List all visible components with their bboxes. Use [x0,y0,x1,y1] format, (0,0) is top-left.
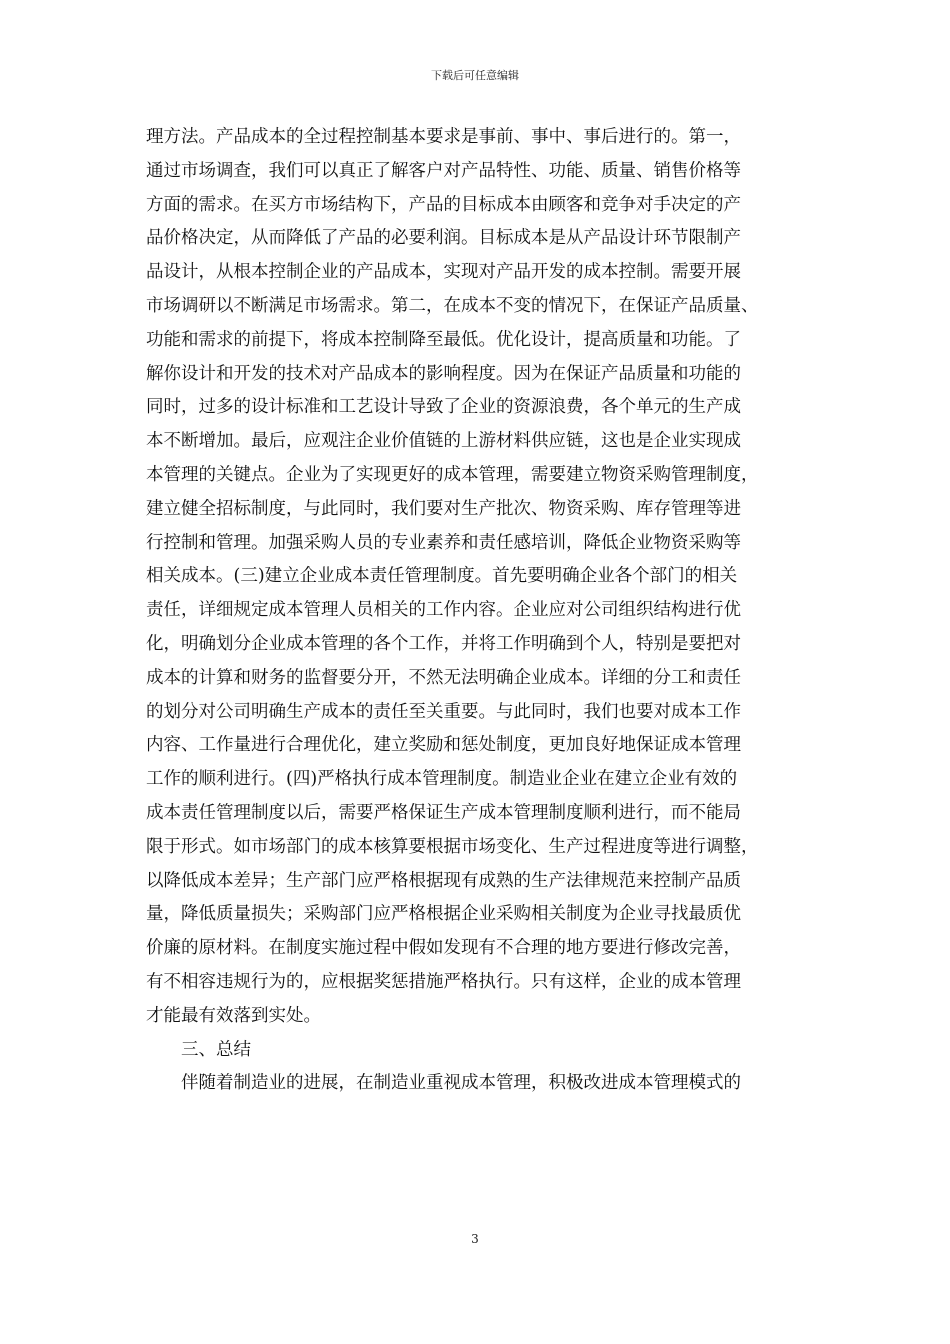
text-line: 方面的需求。在买方市场结构下，产品的目标成本由顾客和竞争对手决定的产 [146,194,741,215]
page-header: 下载后可任意编辑 [431,69,519,82]
text-line: 才能最有效落到实处。 [146,1005,321,1026]
text-line: 量，降低质量损失；采购部门应严格根据企业采购相关制度为企业寻找最质优 [146,904,741,925]
text-line: 本不断增加。最后，应观注企业价值链的上游材料供应链，这也是企业实现成 [146,431,741,452]
body-text [146,121,811,1101]
text-line: 通过市场调查，我们可以真正了解客户对产品特性、功能、质量、销售价格等 [146,160,741,181]
text-line: 功能和需求的前提下，将成本控制降至最低。优化设计，提高质量和功能。了 [146,329,741,350]
section-heading: 三、总结 [181,1039,251,1060]
text-line: 品价格决定，从而降低了产品的必要利润。目标成本是从产品设计环节限制产 [146,228,741,249]
text-line: 化，明确划分企业成本管理的各个工作，并将工作明确到个人，特别是要把对 [146,633,741,654]
text-line: 限于形式。如市场部门的成本核算要根据市场变化、生产过程进度等进行调整， [146,836,759,857]
text-line: 理方法。产品成本的全过程控制基本要求是事前、事中、事后进行的。第一， [146,127,741,147]
text-line: 品设计，从根本控制企业的产品成本，实现对产品开发的成本控制。需要开展 [146,262,741,283]
page-number: 3 [471,1232,479,1246]
text-line: 解你设计和开发的技术对产品成本的影响程度。因为在保证产品质量和功能的 [146,363,741,384]
text-line: 建立健全招标制度，与此同时，我们要对生产批次、物资采购、库存管理等进 [146,498,741,519]
text-line: 工作的顺利进行。(四)严格执行成本管理制度。制造业企业在建立企业有效的 [146,769,738,790]
text-line: 内容、工作量进行合理优化，建立奖励和惩处制度，更加良好地保证成本管理 [146,735,741,756]
text-line: 责任，详细规定成本管理人员相关的工作内容。企业应对公司组织结构进行优 [146,600,741,621]
paragraph-first-line: 伴随着制造业的进展，在制造业重视成本管理，积极改进成本管理模式的 [181,1073,741,1094]
text-line: 的划分对公司明确生产成本的责任至关重要。与此同时，我们也要对成本工作 [146,701,741,722]
text-line: 市场调研以不断满足市场需求。第二，在成本不变的情况下，在保证产品质量、 [146,295,759,316]
text-line: 成本责任管理制度以后，需要严格保证生产成本管理制度顺利进行，而不能局 [146,802,741,823]
text-line: 价廉的原材料。在制度实施过程中假如发现有不合理的地方要进行修改完善， [146,938,741,959]
text-line: 成本的计算和财务的监督要分开，不然无法明确企业成本。详细的分工和责任 [146,667,741,688]
text-line: 有不相容违规行为的，应根据奖惩措施严格执行。只有这样，企业的成本管理 [146,971,741,992]
text-line: 行控制和管理。加强采购人员的专业素养和责任感培训，降低企业物资采购等 [146,532,741,553]
text-line: 相关成本。(三)建立企业成本责任管理制度。首先要明确企业各个部门的相关 [146,566,738,587]
text-line: 同时，过多的设计标准和工艺设计导致了企业的资源浪费，各个单元的生产成 [146,397,741,418]
text-line: 本管理的关键点。企业为了实现更好的成本管理，需要建立物资采购管理制度， [146,464,759,485]
text-line: 以降低成本差异；生产部门应严格根据现有成熟的生产法律规范来控制产品质 [146,870,741,891]
